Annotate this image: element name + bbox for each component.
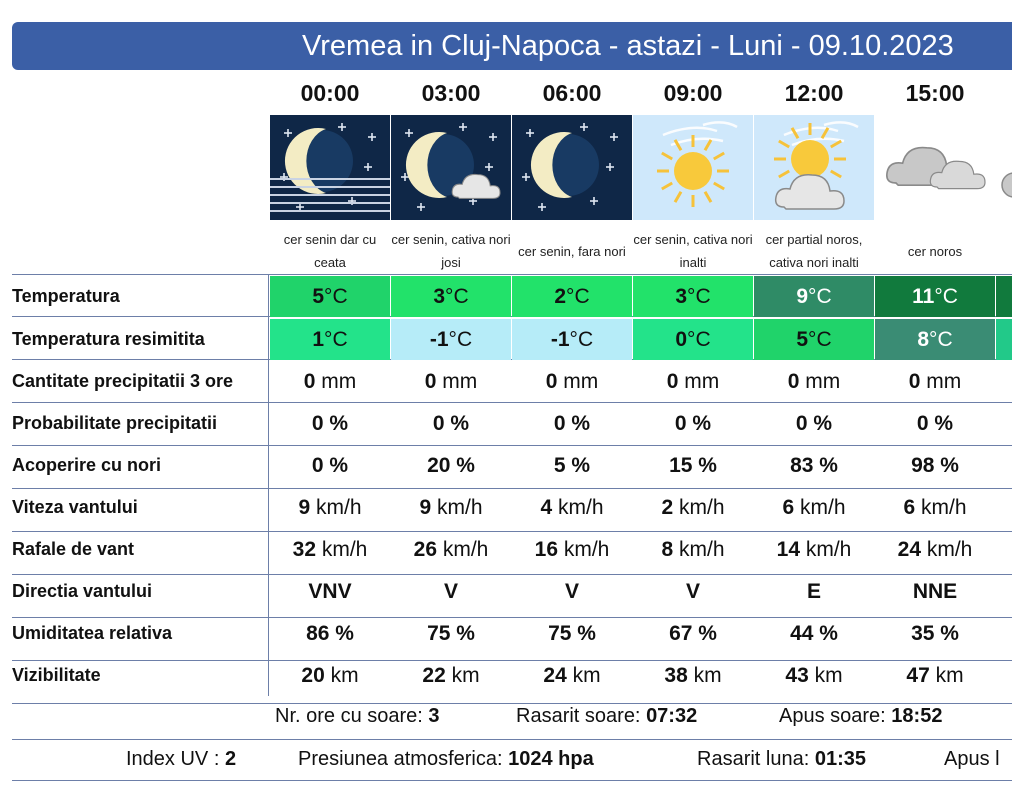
row-label: Probabilitate precipitatii [12,413,218,433]
data-cell: 14 km/h [776,537,852,561]
condition-description: cer partial noros, cativa nori inalti [765,232,863,270]
partial-cell [996,276,1012,317]
sun-hours: Nr. ore cu soare: 3 [275,705,440,727]
data-cell: 44 % [790,621,838,645]
data-cell: VNV [308,579,352,603]
condition-description: cer senin, cativa nori josi [391,232,511,270]
data-cell: -1 °C [512,319,632,360]
data-cell: 0 % [916,411,954,435]
moon-cloud-icon [391,115,511,220]
data-cell: 0 % [553,411,591,435]
data-cell: 75 % [548,621,596,645]
overcast-clouds-icon [875,115,995,220]
data-cell: 22 km [422,663,480,687]
sun-cloud-icon [754,115,874,220]
data-cell: 20 % [427,453,475,477]
moonset-time: Apus l [944,748,1000,770]
hour-label: 03:00 [421,80,481,106]
sun-high-clouds-icon [633,115,753,220]
row-label: Umiditatea relativa [12,623,173,643]
hour-label: 09:00 [663,80,723,106]
data-cell: 0 mm [666,369,720,393]
data-cell: 16 km/h [534,537,610,561]
row-label: Directia vantului [12,581,153,601]
data-cell: NNE [912,579,958,603]
data-cell: 0 mm [787,369,841,393]
partial-cell [996,319,1012,360]
data-cell: 5 °C [754,319,874,360]
hour-label: 15:00 [905,80,965,106]
data-cell: 32 km/h [292,537,368,561]
data-cell: 0 mm [424,369,478,393]
sunset-time: Apus soare: 18:52 [779,705,943,727]
data-cell: 0 mm [545,369,599,393]
label-column-divider [268,275,269,696]
data-cell: 0 °C [633,319,753,360]
data-cell: 9 °C [754,276,874,317]
row-label: Cantitate precipitatii 3 ore [12,371,234,391]
data-cell: 43 km [785,663,843,687]
row-label: Temperatura resimitita [12,329,205,349]
data-cell: -1 °C [391,319,511,360]
row-label: Vizibilitate [12,665,101,685]
data-cell: 5 °C [270,276,390,317]
row-label: Viteza vantului [12,497,138,517]
data-cell: 6 km/h [782,495,846,519]
data-cell: 9 km/h [419,495,483,519]
row-label: Temperatura [12,286,120,306]
data-cell: 4 km/h [540,495,604,519]
pressure: Presiunea atmosferica: 1024 hpa [298,748,594,770]
data-cell: 11 °C [875,276,995,317]
uv-index: Index UV : 2 [126,748,237,770]
data-cell: 0 % [311,411,349,435]
data-cell: 38 km [664,663,722,687]
moon-fog-icon [270,115,390,220]
condition-description: cer senin, cativa nori inalti [633,232,753,270]
condition-description: cer senin dar cu ceata [283,232,377,270]
data-cell: 3 °C [633,276,753,317]
data-cell: 6 km/h [903,495,967,519]
data-cell: 24 km [543,663,601,687]
data-cell: 8 °C [875,319,995,360]
data-cell: 98 % [911,453,959,477]
data-cell: 2 km/h [661,495,725,519]
data-cell: 0 % [795,411,833,435]
condition-description: cer senin, fara nori [518,243,626,259]
title-bar [12,22,1012,70]
data-cell: 0 % [674,411,712,435]
row-divider [12,703,1012,704]
data-cell: 47 km [906,663,964,687]
data-cell: 9 km/h [298,495,362,519]
data-cell: V [564,579,579,603]
data-cell: 0 % [432,411,470,435]
data-cell: 26 km/h [413,537,489,561]
hour-label: 06:00 [542,80,602,106]
data-cell: E [806,579,821,603]
page-title: Vremea in Cluj-Napoca - astazi - Luni - 09.10.2023 [302,30,954,62]
data-cell: 8 km/h [661,537,725,561]
data-cell: 15 % [669,453,717,477]
data-cell: 24 km/h [897,537,973,561]
data-cell: 75 % [427,621,475,645]
data-cell: 2 °C [512,276,632,317]
row-label: Rafale de vant [12,539,135,559]
partial-cloud-icon [996,115,1012,220]
data-cell: 86 % [306,621,354,645]
data-cell: 0 mm [908,369,962,393]
data-cell: 5 % [553,453,591,477]
data-cell: 1 °C [270,319,390,360]
data-cell: 0 mm [303,369,357,393]
condition-description: cer noros [907,243,963,259]
row-divider [12,274,1012,275]
data-cell: V [443,579,458,603]
data-cell: 83 % [790,453,838,477]
data-cell: 3 °C [391,276,511,317]
data-cell: 20 km [301,663,359,687]
data-cell: 35 % [911,621,959,645]
data-cell: V [685,579,700,603]
footer-divider [12,739,1012,740]
data-cell: 0 % [311,453,349,477]
moon-clear-icon [512,115,632,220]
footer-bottom-line [12,780,1012,781]
sunrise-time: Rasarit soare: 07:32 [516,705,698,727]
hour-label: 00:00 [300,80,360,106]
data-cell: 67 % [669,621,717,645]
row-label: Acoperire cu nori [12,455,162,475]
moonrise-time: Rasarit luna: 01:35 [697,748,866,770]
hour-label: 12:00 [784,80,844,106]
